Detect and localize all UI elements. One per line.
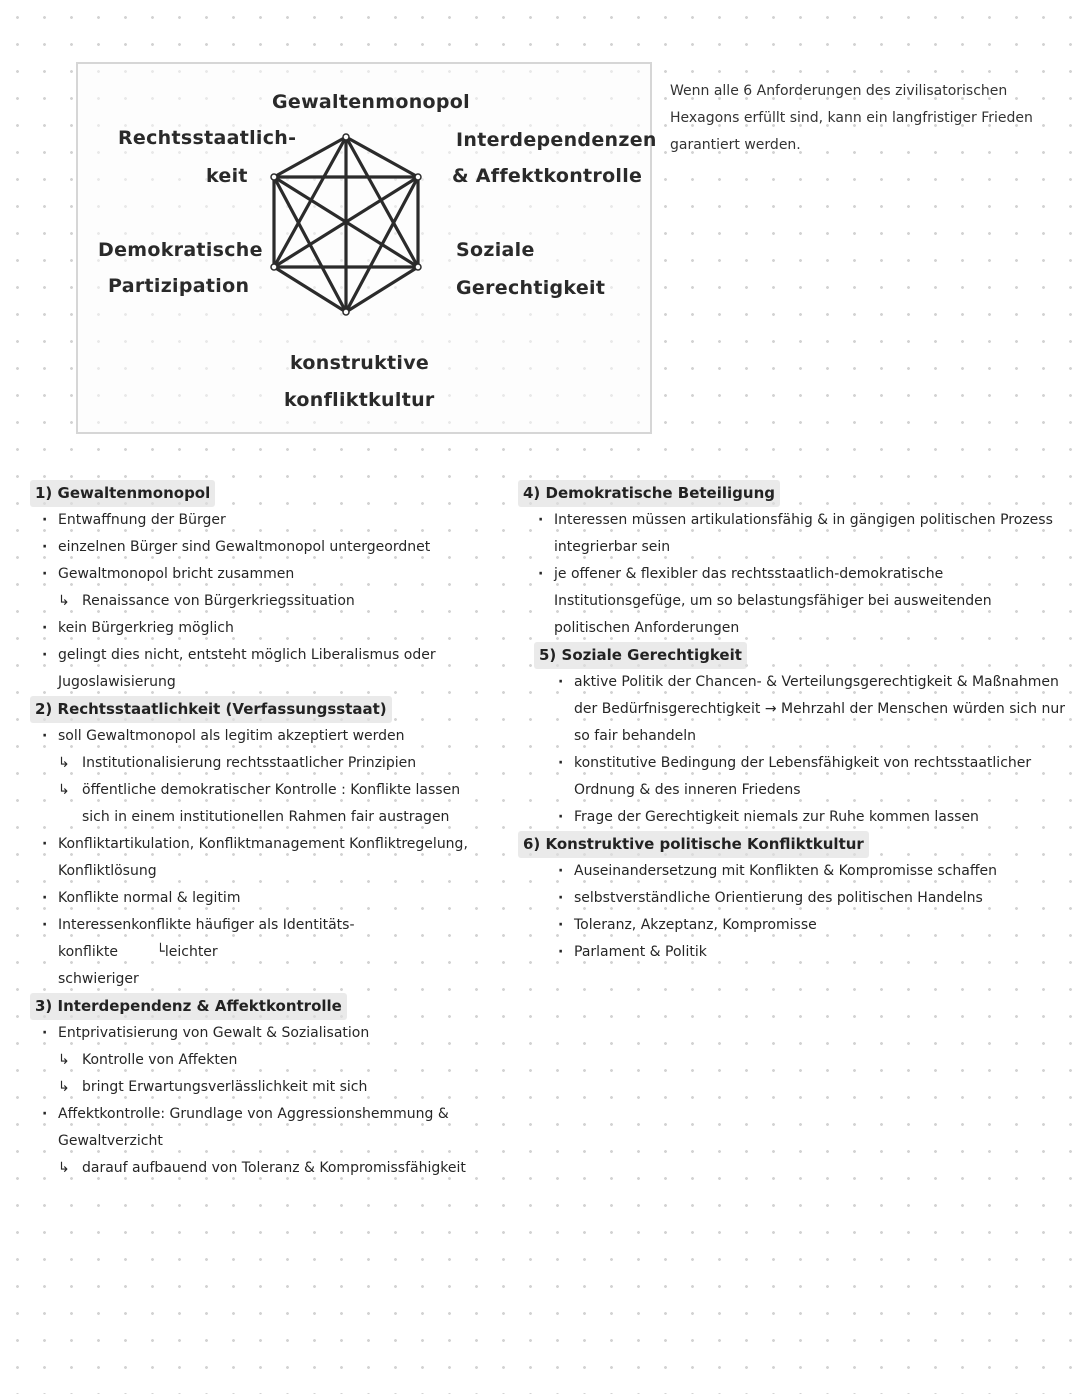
hex-label-left-top-2: keit bbox=[206, 165, 248, 187]
hexagon-graph bbox=[268, 132, 428, 322]
list-item bbox=[58, 1020, 490, 1101]
annotation-harder: schwieriger bbox=[58, 971, 139, 987]
sub-arrow-item: ↳ bringt Erwartungsverlässlichkeit mit sich bbox=[58, 1074, 490, 1101]
left-column bbox=[30, 480, 490, 1182]
list-item-text: soll Gewaltmonopol als legitim akzeptiert werden bbox=[58, 728, 405, 744]
list-item: · Toleranz, Akzeptanz, Kompromisse bbox=[574, 912, 1068, 939]
hex-label-left-top-1: Rechtsstaatlich- bbox=[118, 127, 297, 149]
list-item: · je offener & flexibler das rechtsstaatlich-demokratische Institutionsgefüge, um so belastungsfähiger bei ausweitenden politischen Anforderungen bbox=[554, 561, 1068, 642]
sub-arrow-item: ↳ öffentliche demokratischer Kontrolle : Konflikte lassen sich in einem institutionellen Rahmen fair austragen bbox=[58, 777, 490, 831]
section-title-demokratische-beteiligung: 4) Demokratische Beteiligung bbox=[518, 480, 780, 507]
list-item bbox=[58, 1101, 490, 1182]
list-item: · kein Bürgerkrieg möglich bbox=[58, 615, 490, 642]
sub-arrow-item: ↳ darauf aufbauend von Toleranz & Kompromissfähigkeit bbox=[58, 1155, 490, 1182]
hex-label-right-top-1: Interdependenzen bbox=[456, 129, 657, 151]
section-title-soziale-gerechtigkeit: 5) Soziale Gerechtigkeit bbox=[534, 642, 747, 669]
list-item: · Frage der Gerechtigkeit niemals zur Ruhe kommen lassen bbox=[574, 804, 1068, 831]
list-item bbox=[58, 561, 490, 615]
sub-arrow-item: ↳ Renaissance von Bürgerkriegssituation bbox=[58, 588, 490, 615]
list-item-text: Affektkontrolle: Grundlage von Aggressionshemmung & Gewaltverzicht bbox=[58, 1106, 449, 1149]
list-item: · Interessen müssen artikulationsfähig & in gängigen politischen Prozess integrierbar sein bbox=[554, 507, 1068, 561]
sub-arrow-item: ↳ Kontrolle von Affekten bbox=[58, 1047, 490, 1074]
section-list-konfliktkultur bbox=[518, 858, 1068, 966]
hex-label-right-bottom-1: Soziale bbox=[456, 239, 535, 261]
section-list-gewaltmonopol bbox=[30, 507, 490, 696]
hex-label-left-bottom-2: Partizipation bbox=[108, 275, 250, 297]
list-item-text: Gewaltmonopol bricht zusammen bbox=[58, 566, 295, 582]
hex-label-right-top-2: & Affektkontrolle bbox=[452, 165, 643, 187]
annotation-easier: └leichter bbox=[156, 944, 218, 960]
section-title-interdependenz: 3) Interdependenz & Affektkontrolle bbox=[30, 993, 347, 1020]
list-item: · Konflikte normal & legitim bbox=[58, 885, 490, 912]
annotation-text: leichter bbox=[164, 944, 218, 960]
list-item: · Entwaffnung der Bürger bbox=[58, 507, 490, 534]
hex-label-top: Gewaltenmonopol bbox=[272, 91, 470, 113]
section-title-konfliktkultur: 6) Konstruktive politische Konfliktkultur bbox=[518, 831, 869, 858]
section-list-rechtsstaatlichkeit bbox=[30, 723, 490, 993]
hex-label-right-bottom-2: Gerechtigkeit bbox=[456, 277, 606, 299]
right-column bbox=[518, 480, 1068, 966]
list-item: · gelingt dies nicht, entsteht möglich Liberalismus oder Jugoslawisierung bbox=[58, 642, 490, 696]
list-item: · einzelnen Bürger sind Gewaltmonopol untergeordnet bbox=[58, 534, 490, 561]
section-title-gewaltmonopol: 1) Gewaltenmonopol bbox=[30, 480, 215, 507]
list-item: · Konfliktartikulation, Konfliktmanagement Konfliktregelung, Konfliktlösung bbox=[58, 831, 490, 885]
list-item: · Auseinandersetzung mit Konflikten & Kompromisse schaffen bbox=[574, 858, 1068, 885]
section-title-rechtsstaatlichkeit: 2) Rechtsstaatlichkeit (Verfassungsstaat) bbox=[30, 696, 392, 723]
list-item: · selbstverständliche Orientierung des politischen Handelns bbox=[574, 885, 1068, 912]
list-item-text: Interessenkonflikte häufiger als Identitäts- bbox=[58, 917, 355, 933]
hex-label-bottom-1: konstruktive bbox=[290, 352, 430, 374]
peace-note: Wenn alle 6 Anforderungen des zivilisatorischen Hexagons erfüllt sind, kann ein langfristiger Frieden garantiert werden. bbox=[670, 83, 1033, 153]
list-item-text: Entprivatisierung von Gewalt & Sozialisation bbox=[58, 1025, 370, 1041]
sub-arrow-item: ↳ Institutionalisierung rechtsstaatlicher Prinzipien bbox=[58, 750, 490, 777]
list-item: · aktive Politik der Chancen- & Verteilungsgerechtigkeit & Maßnahmen der Bedürfnisgerechtigkeit → Mehrzahl der Menschen würden sich nur so fair behandeln bbox=[574, 669, 1068, 750]
hex-label-bottom-2: konfliktkultur bbox=[284, 389, 435, 411]
list-item-text: konflikte bbox=[58, 944, 118, 960]
list-item bbox=[58, 912, 490, 993]
list-item: · Parlament & Politik bbox=[574, 939, 1068, 966]
section-list-interdependenz bbox=[30, 1020, 490, 1182]
section-list-demokratische-beteiligung bbox=[518, 507, 1068, 642]
hex-label-left-bottom-1: Demokratische bbox=[98, 239, 263, 261]
section-list-soziale-gerechtigkeit bbox=[518, 669, 1068, 831]
list-item bbox=[58, 723, 490, 831]
list-item: · konstitutive Bedingung der Lebensfähigkeit von rechtsstaatlicher Ordnung & des inneren Friedens bbox=[574, 750, 1068, 804]
